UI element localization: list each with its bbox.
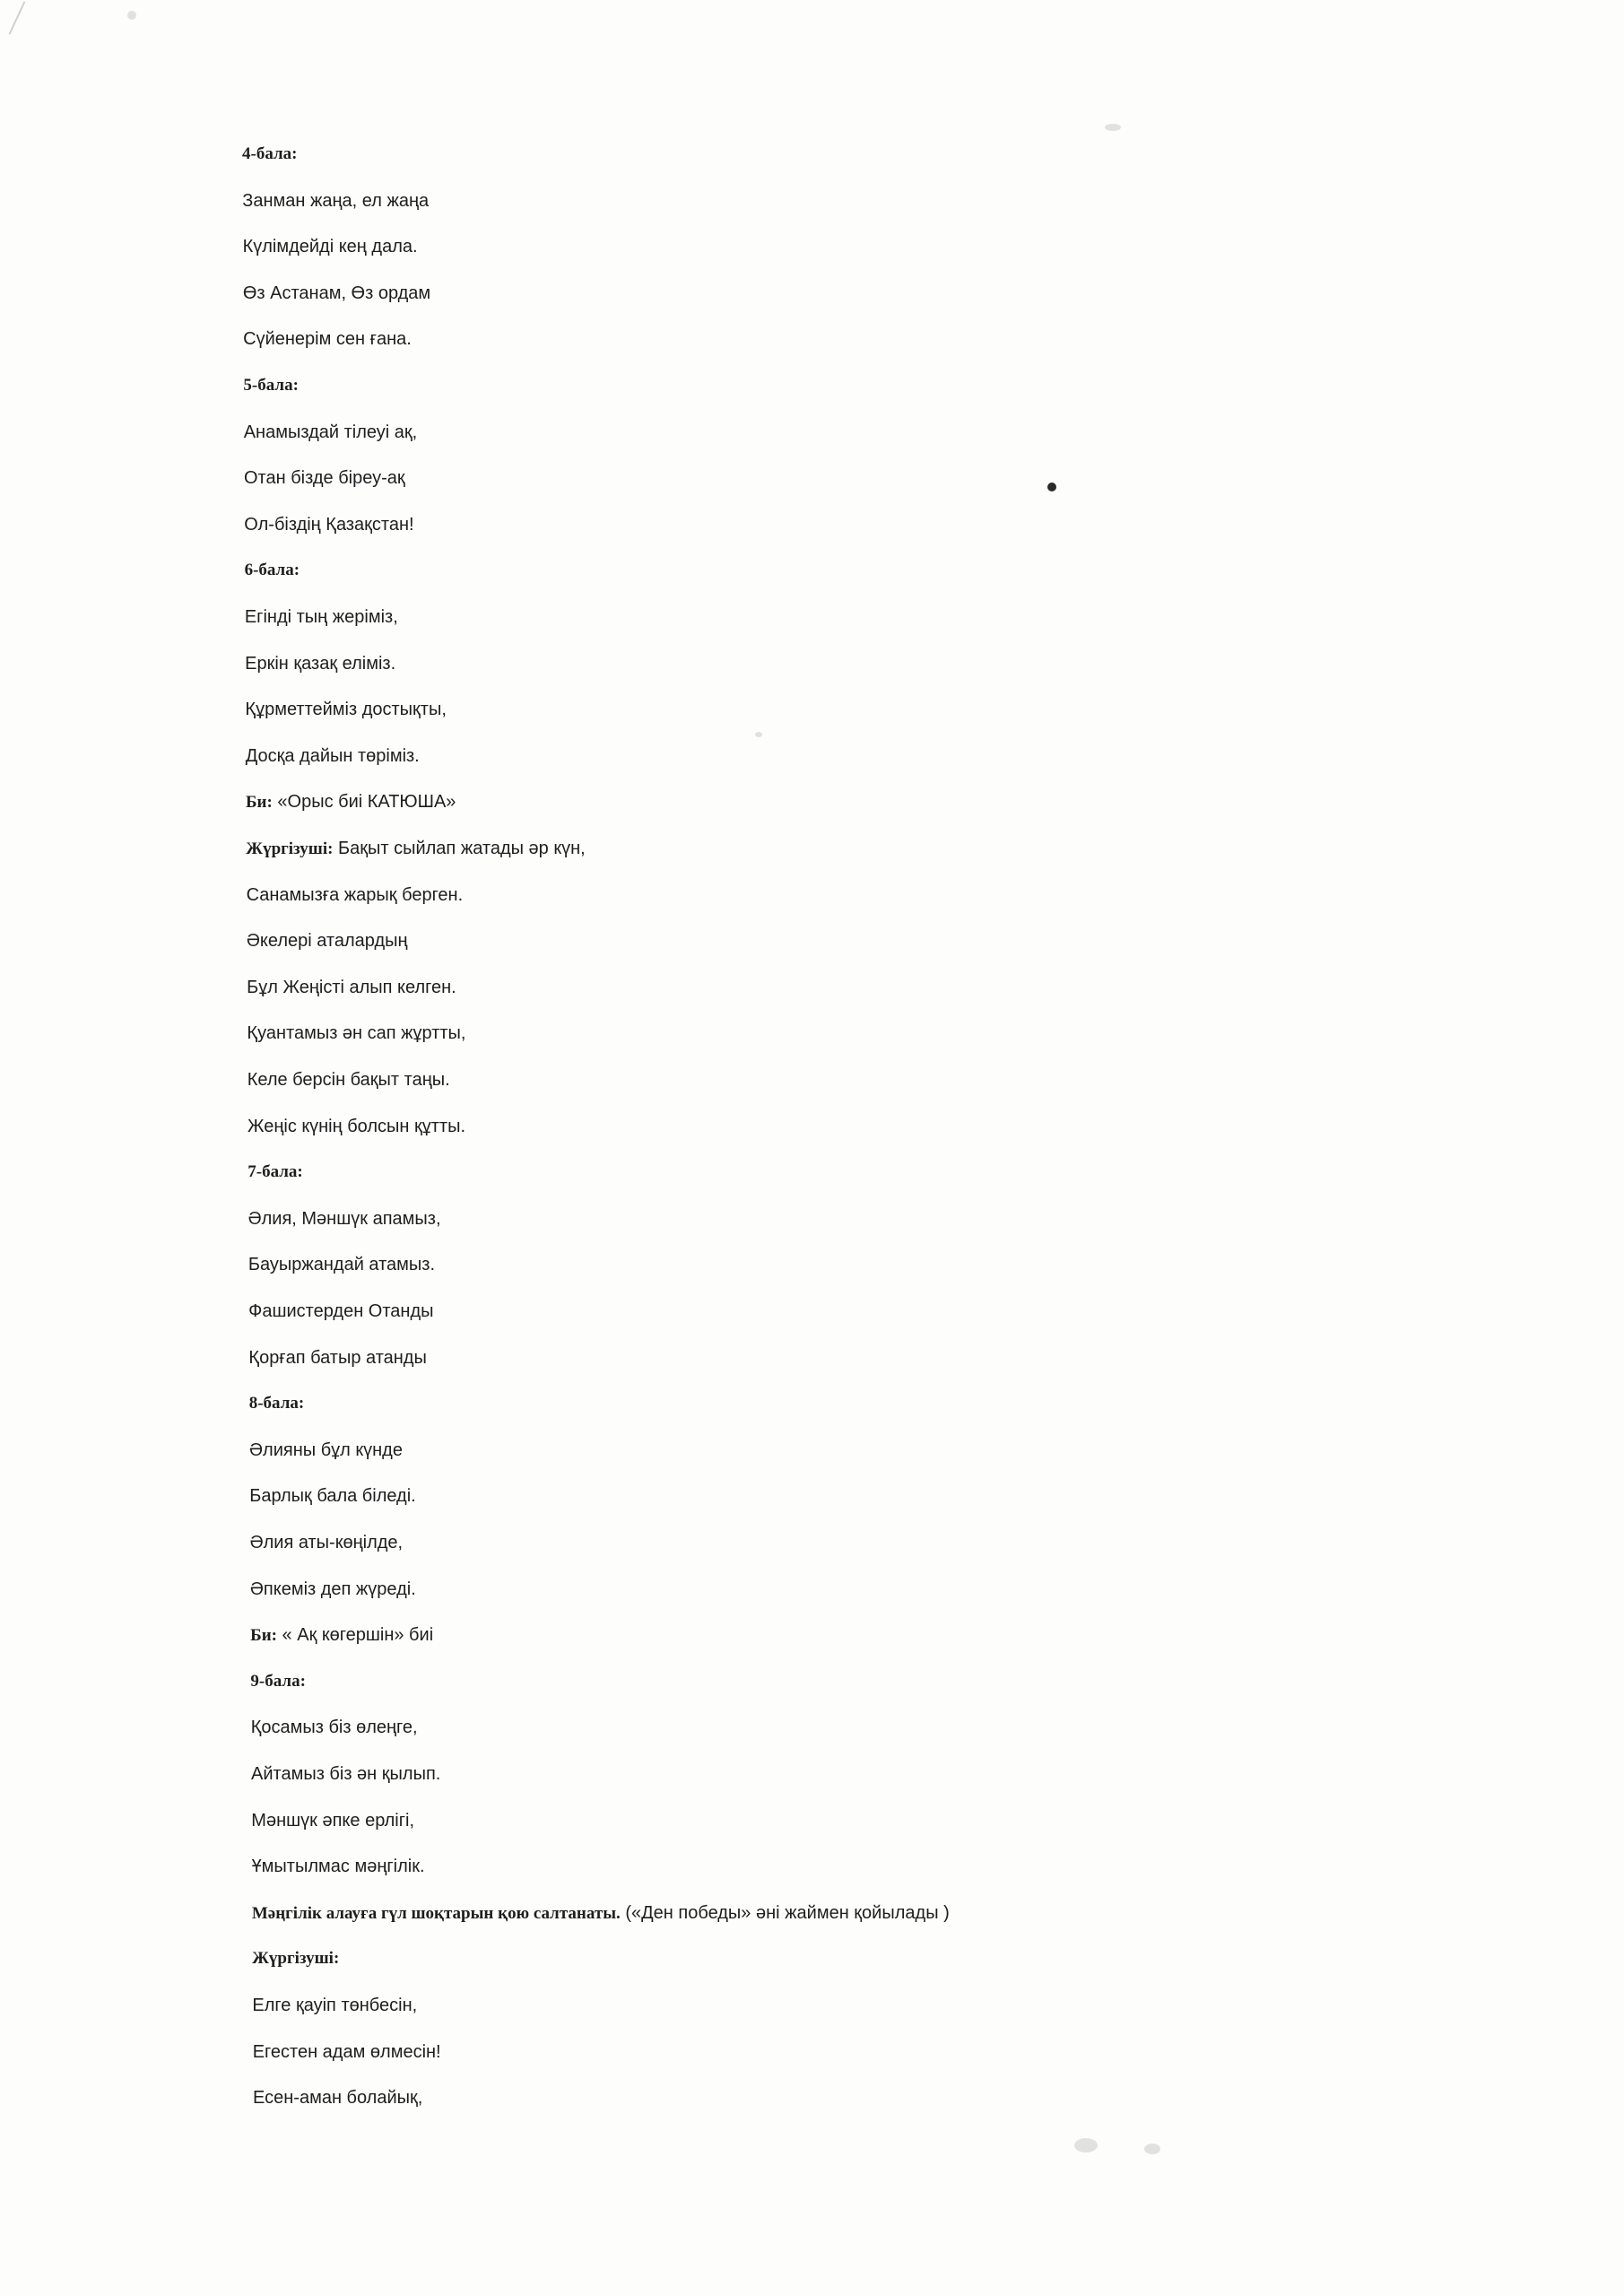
verse-line: Ол-біздің Қазақстан! (244, 514, 414, 535)
inline-text: («Ден победы» әні жаймен қойылады ) (625, 1902, 950, 1923)
speaker-label: Жүргізуші: (252, 1949, 340, 1969)
verse-line: Айтамыз біз ән қылып. (251, 1764, 441, 1784)
speaker-label: 8-бала: (248, 1394, 305, 1413)
verse-line: Егінді тың жеріміз, (244, 607, 398, 627)
verse-line: Сүйенерім сен ғана. (243, 329, 412, 350)
mixed-line (250, 1624, 433, 1647)
verse-line: Бауыржандай атамыз. (248, 1255, 436, 1275)
verse-line: Әлияны бұл күнде (249, 1439, 403, 1460)
verse-line: Бұл Жеңісті алып келген. (247, 977, 456, 997)
verse-line: Отан бізде біреу-ақ (244, 468, 405, 489)
verse-line: Егестен адам өлмесін! (252, 2041, 441, 2062)
verse-line: Өз Астанам, Өз ордам (242, 283, 431, 303)
inline-label: Би: (246, 793, 273, 813)
verse-line: Әлия аты-көңілде, (249, 1533, 404, 1552)
verse-line: Санамызға жарық берген. (246, 884, 464, 905)
inline-label: Мәңгілік алауға гүл шоқтарын қою салтанаты. (251, 1903, 621, 1923)
scan-smudge (1105, 124, 1121, 131)
verse-line: Күлімдейді кең дала. (242, 237, 418, 257)
verse-line: Еркін қазақ еліміз. (245, 653, 396, 674)
verse-line: Есен-аман болайық, (253, 2088, 423, 2109)
mixed-line (246, 791, 456, 813)
speaker-label: 7-бала: (248, 1162, 303, 1182)
scan-smudge (1144, 2144, 1160, 2154)
ink-dot (1047, 483, 1056, 491)
scan-edge-mark (9, 1, 26, 34)
verse-line: Анамыздай тілеуі ақ, (243, 422, 418, 442)
speaker-label: 4-бала: (242, 144, 298, 163)
verse-line: Құрметтейміз достықты, (245, 700, 447, 720)
scan-smudge (127, 11, 136, 20)
verse-line: Мәншүк әпке ерлігі, (251, 1810, 415, 1831)
verse-line: Әлия, Мәншүк апамыз, (248, 1208, 441, 1229)
speaker-label: 5-бала: (243, 376, 299, 395)
verse-line: Барлық бала біледі. (249, 1486, 416, 1507)
inline-text: «Орыс биі КАТЮША» (277, 792, 456, 813)
speaker-label: 9-бала: (250, 1671, 306, 1691)
verse-line: Жеңіс күнің болсын құтты. (248, 1116, 466, 1136)
mixed-line (246, 838, 585, 860)
inline-text: Бақыт сыйлап жатады әр күн, (338, 839, 586, 858)
mixed-line (252, 1902, 950, 1925)
verse-line: Елге қауіп төнбесін, (252, 1996, 418, 2015)
verse-line: Келе берсін бақыт таңы. (247, 1070, 450, 1090)
verse-line: Досқа дайын төріміз. (245, 745, 420, 766)
scan-smudge (755, 732, 762, 737)
inline-label: Би: (250, 1626, 277, 1646)
scan-smudge (1074, 2138, 1098, 2152)
verse-line: Қуантамыз ән сап жұртты, (247, 1023, 466, 1044)
verse-line: Ұмытылмас мәңгілік. (251, 1857, 425, 1877)
verse-line: Әпкеміз деп жүреді. (249, 1578, 416, 1599)
verse-line: Әкелері аталардың (246, 931, 408, 952)
inline-label: Жүргізуші: (246, 839, 334, 858)
speaker-label: 6-бала: (244, 561, 300, 580)
verse-line: Қорғап батыр атанды (248, 1347, 427, 1368)
verse-line: Занман жаңа, ел жаңа (242, 190, 430, 211)
verse-line: Фашистерден Отанды (248, 1301, 434, 1321)
verse-line: Қосамыз біз өлеңге, (250, 1718, 418, 1738)
inline-text: « Ақ көгершін» биі (282, 1625, 434, 1646)
